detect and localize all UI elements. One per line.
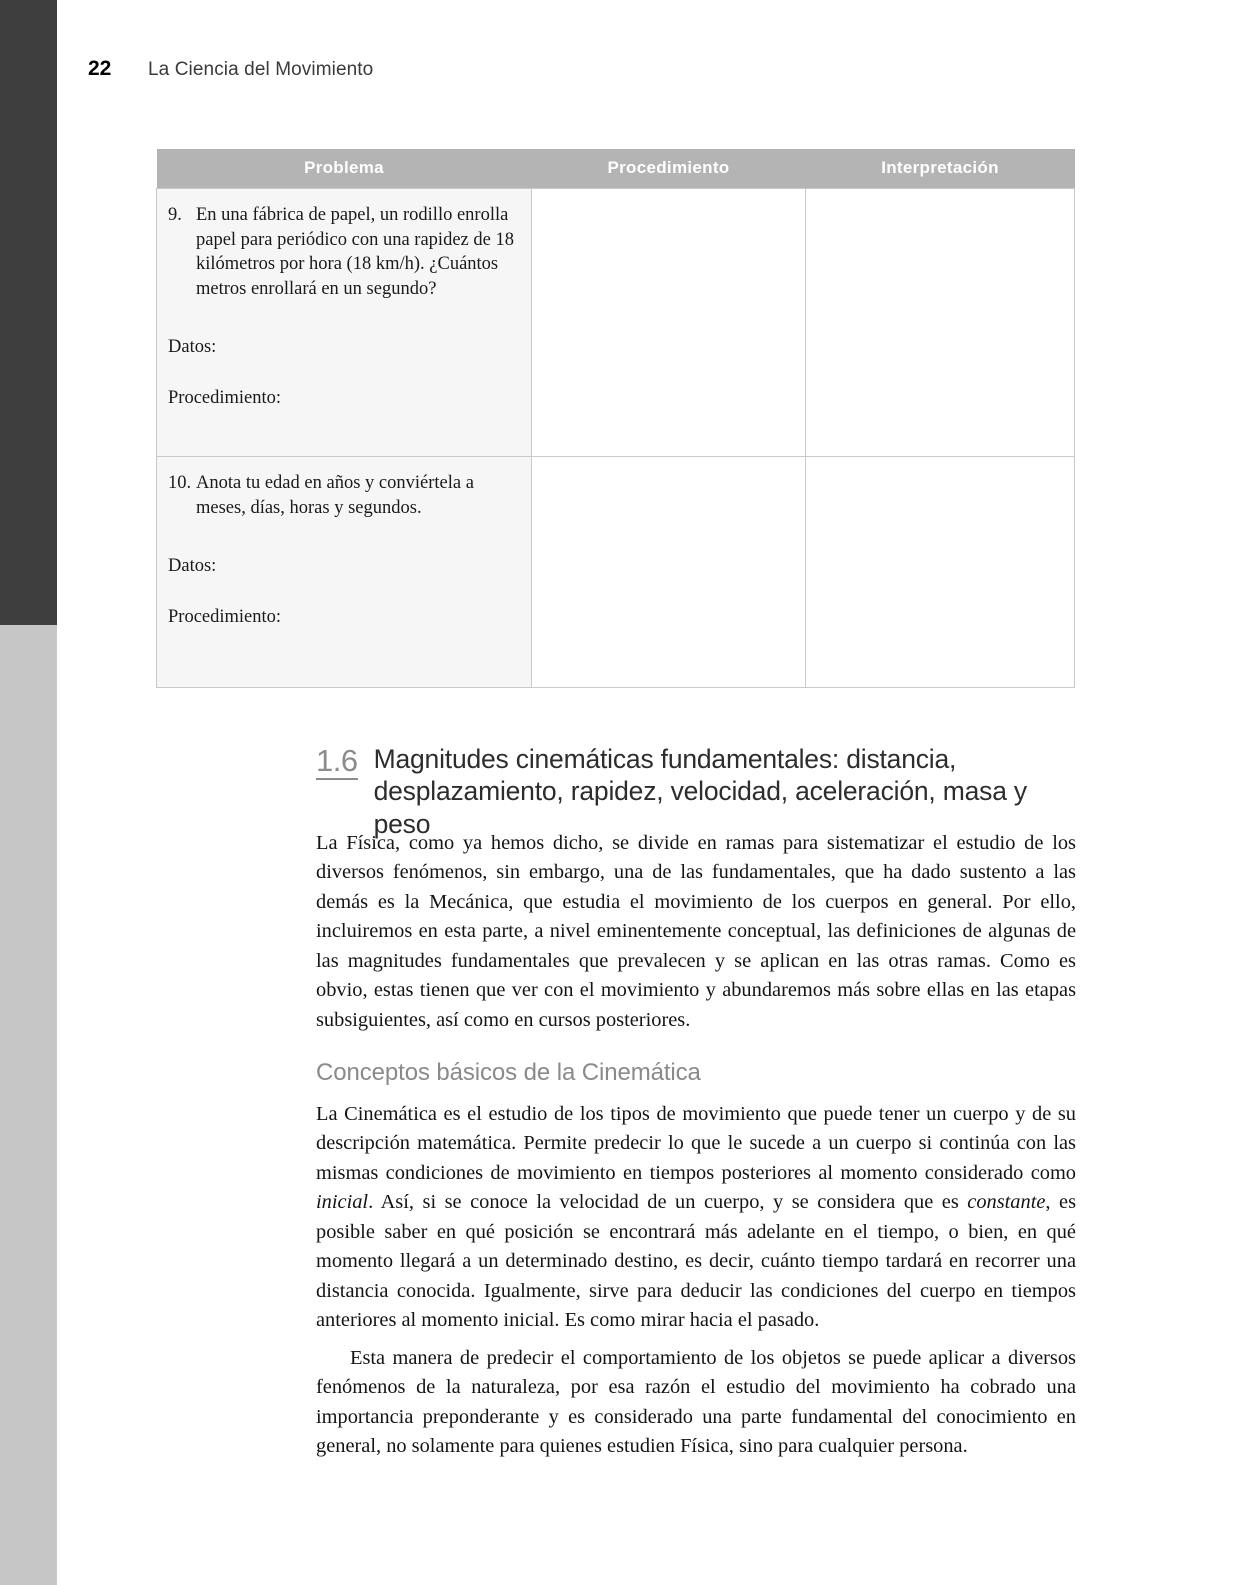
- column-header-interpretacion: Interpretación: [806, 149, 1075, 189]
- section-title: Magnitudes cinemáticas fundamentales: distancia, desplazamiento, rapidez, velocidad, aceleración, masa y peso: [373, 744, 1027, 839]
- paragraph-2-part-3: , es posible saber en qué posición se encontrará más adelante en el tiempo, o bien, en qué momento llegará a un determinado destino, es decir, cuánto tiempo tardará en recorrer una distancia conocida. Igualmente, sirve para deducir las condiciones del cuerpo en tiempos anteriores al momento inicial. Es como mirar hacia el pasado.: [316, 1191, 1077, 1332]
- datos-label-10: Datos:: [168, 556, 217, 577]
- problem-number-9: 9.: [168, 205, 182, 225]
- problem-statement-9: [166, 203, 517, 301]
- section-paragraph-2-wrap: [316, 1100, 1076, 1336]
- section-paragraph-2: [316, 1100, 1076, 1336]
- datos-label-9: Datos:: [168, 337, 217, 358]
- section-paragraph-1: La Física, como ya hemos dicho, se divide en ramas para sistematizar el estudio de los diversos fenómenos, sin embargo, una de las fundamentales, que ha dado sustento a las demás es la Mecánica, que estudia el movimiento de los cuerpos en general. Por ello, incluiremos en esta parte, a nivel eminentemente conceptual, las definiciones de algunas de las magnitudes fundamentales que prevalecen y se aplican en las otras ramas. Como es obvio, estas tienen que ver con el movimiento y abundaremos más sobre ellas en las etapas subsiguientes, así como en cursos posteriores.: [316, 832, 1076, 1031]
- section-head: [316, 743, 1076, 840]
- paragraph-2-part-2: . Así, si se conoce la velocidad de un cuerpo, y se considera que es: [368, 1191, 968, 1214]
- paragraph-2-emphasis-constante: constante: [967, 1191, 1046, 1214]
- section-paragraph-3-wrap: [316, 1344, 1076, 1462]
- table-row: [157, 189, 1075, 457]
- paragraph-2-emphasis-inicial: inicial: [316, 1191, 369, 1214]
- problem-cell-10: [157, 457, 532, 688]
- column-header-procedimiento: Procedimiento: [532, 149, 806, 189]
- worksheet-table: [156, 149, 1075, 688]
- procedimiento-answer-cell-10[interactable]: [532, 457, 806, 688]
- problem-number-10: 10.: [168, 473, 192, 493]
- column-header-problema: Problema: [157, 149, 532, 189]
- problem-cell-9: [157, 189, 532, 457]
- procedimiento-label-9: Procedimiento:: [168, 387, 282, 408]
- section-paragraph-1-wrap: [316, 829, 1076, 1035]
- subsection-heading: Conceptos básicos de la Cinemática: [316, 1059, 701, 1086]
- problem-statement-10: [166, 471, 517, 520]
- procedimiento-label-10: Procedimiento:: [168, 606, 282, 627]
- page-number: 22: [88, 57, 112, 80]
- paragraph-2-part-1: La Cinemática es el estudio de los tipos de movimiento que puede tener un cuerpo y de su descripción matemática. Permite predecir lo que le sucede a un cuerpo si continúa con las mismas condiciones de movimiento en tiempos posteriores al momento considerado como: [316, 1103, 1076, 1184]
- running-head-title: La Ciencia del Movimiento: [148, 59, 374, 80]
- interpretacion-answer-cell-10[interactable]: [806, 457, 1075, 688]
- table-header-row: [157, 149, 1075, 189]
- procedimiento-answer-cell-9[interactable]: [532, 189, 806, 457]
- section-paragraph-3: Esta manera de predecir el comportamiento de los objetos se puede aplicar a diversos fenómenos de la naturaleza, por esa razón el estudio del movimiento ha cobrado una importancia preponderante y es considerado una parte fundamental del conocimiento en general, no solamente para quienes estudien Física, sino para cualquier persona.: [316, 1347, 1076, 1458]
- running-head: [88, 57, 373, 81]
- table-row: [157, 457, 1075, 688]
- section-heading-block: [316, 743, 1076, 840]
- interpretacion-answer-cell-9[interactable]: [806, 189, 1075, 457]
- problem-text-10: Anota tu edad en años y conviértela a meses, días, horas y segundos.: [196, 473, 474, 518]
- section-number: 1.6: [316, 744, 358, 780]
- problem-text-9: En una fábrica de papel, un rodillo enrolla papel para periódico con una rapidez de 18 kilómetros por hora (18 km/h). ¿Cuántos metros enrollará en un segundo?: [196, 205, 514, 299]
